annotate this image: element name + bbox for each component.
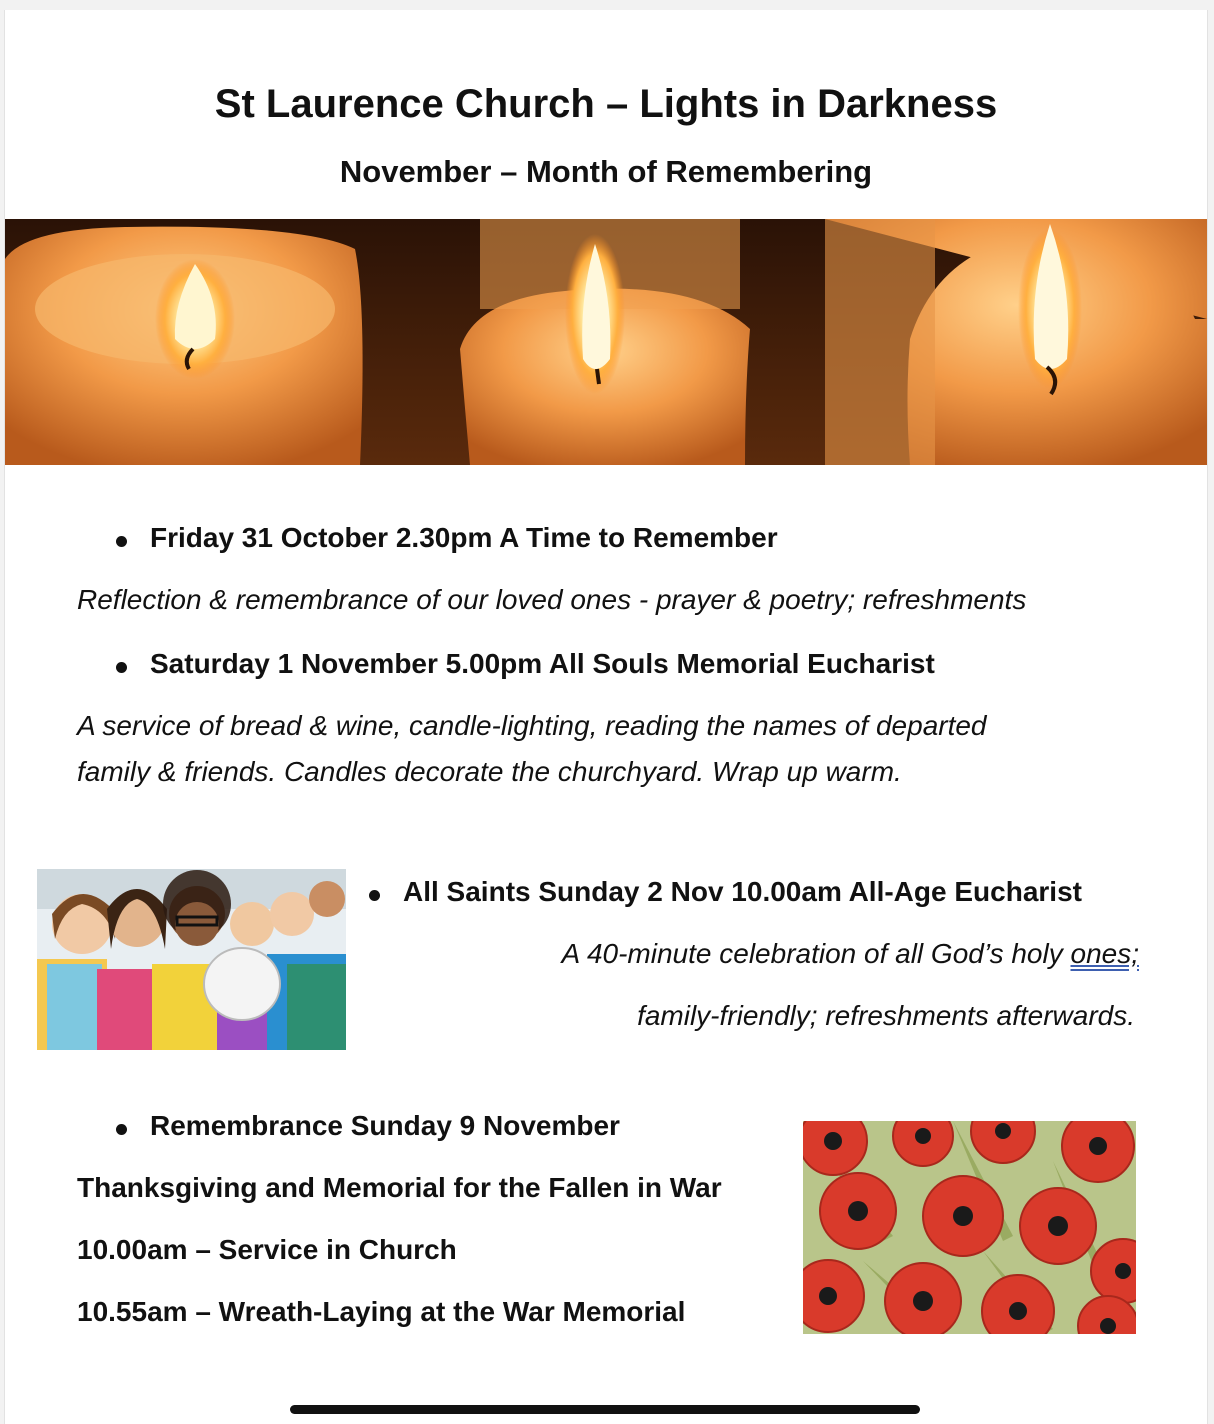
- home-indicator-bar[interactable]: [290, 1405, 920, 1414]
- candles-banner-image: [5, 219, 1207, 465]
- event-saturday-description-line2: family & friends. Candles decorate the churchyard. Wrap up warm.: [77, 756, 902, 787]
- bullet-dot: [116, 1124, 127, 1135]
- description-text: A 40-minute celebration of all God’s holy: [561, 938, 1071, 969]
- page-title: St Laurence Church – Lights in Darkness: [214, 82, 998, 126]
- children-photo: [37, 869, 346, 1050]
- event-heading-text: Remembrance Sunday 9 November: [150, 1110, 620, 1141]
- event-remembrance-heading: [150, 1110, 620, 1142]
- event-all-saints-description-line2: family-friendly; refreshments afterwards.: [637, 1000, 1135, 1031]
- underlined-word: ones;: [1070, 938, 1139, 969]
- poppies-photo: [803, 1121, 1136, 1334]
- children-photo: [37, 869, 346, 1050]
- newsletter-page: [4, 10, 1208, 1424]
- event-all-saints-heading: [403, 876, 1082, 908]
- remembrance-line-wreath: 10.55am – Wreath-Laying at the War Memorial: [77, 1296, 686, 1327]
- event-friday-heading: [150, 522, 778, 554]
- event-heading-text: Friday 31 October 2.30pm A Time to Remember: [150, 522, 778, 553]
- event-heading-text: All Saints Sunday 2 Nov 10.00am All-Age Eucharist: [403, 876, 1082, 907]
- remembrance-line-thanksgiving: Thanksgiving and Memorial for the Fallen in War: [77, 1172, 722, 1203]
- page-subtitle: November – Month of Remembering: [339, 154, 873, 189]
- bullet-dot: [116, 536, 127, 547]
- event-friday-description: Reflection & remembrance of our loved ones - prayer & poetry; refreshments: [77, 584, 1027, 615]
- poppies-photo: [803, 1121, 1136, 1334]
- remembrance-line-service: 10.00am – Service in Church: [77, 1234, 457, 1265]
- event-heading-text: Saturday 1 November 5.00pm All Souls Memorial Eucharist: [150, 648, 935, 679]
- candles-photo: [5, 219, 1207, 465]
- event-saturday-description-line1: A service of bread & wine, candle-lighting, reading the names of departed: [77, 710, 987, 741]
- event-saturday-heading: [150, 648, 935, 680]
- bullet-dot: [116, 662, 127, 673]
- bullet-dot: [369, 890, 380, 901]
- event-all-saints-description-line1: [562, 938, 1139, 970]
